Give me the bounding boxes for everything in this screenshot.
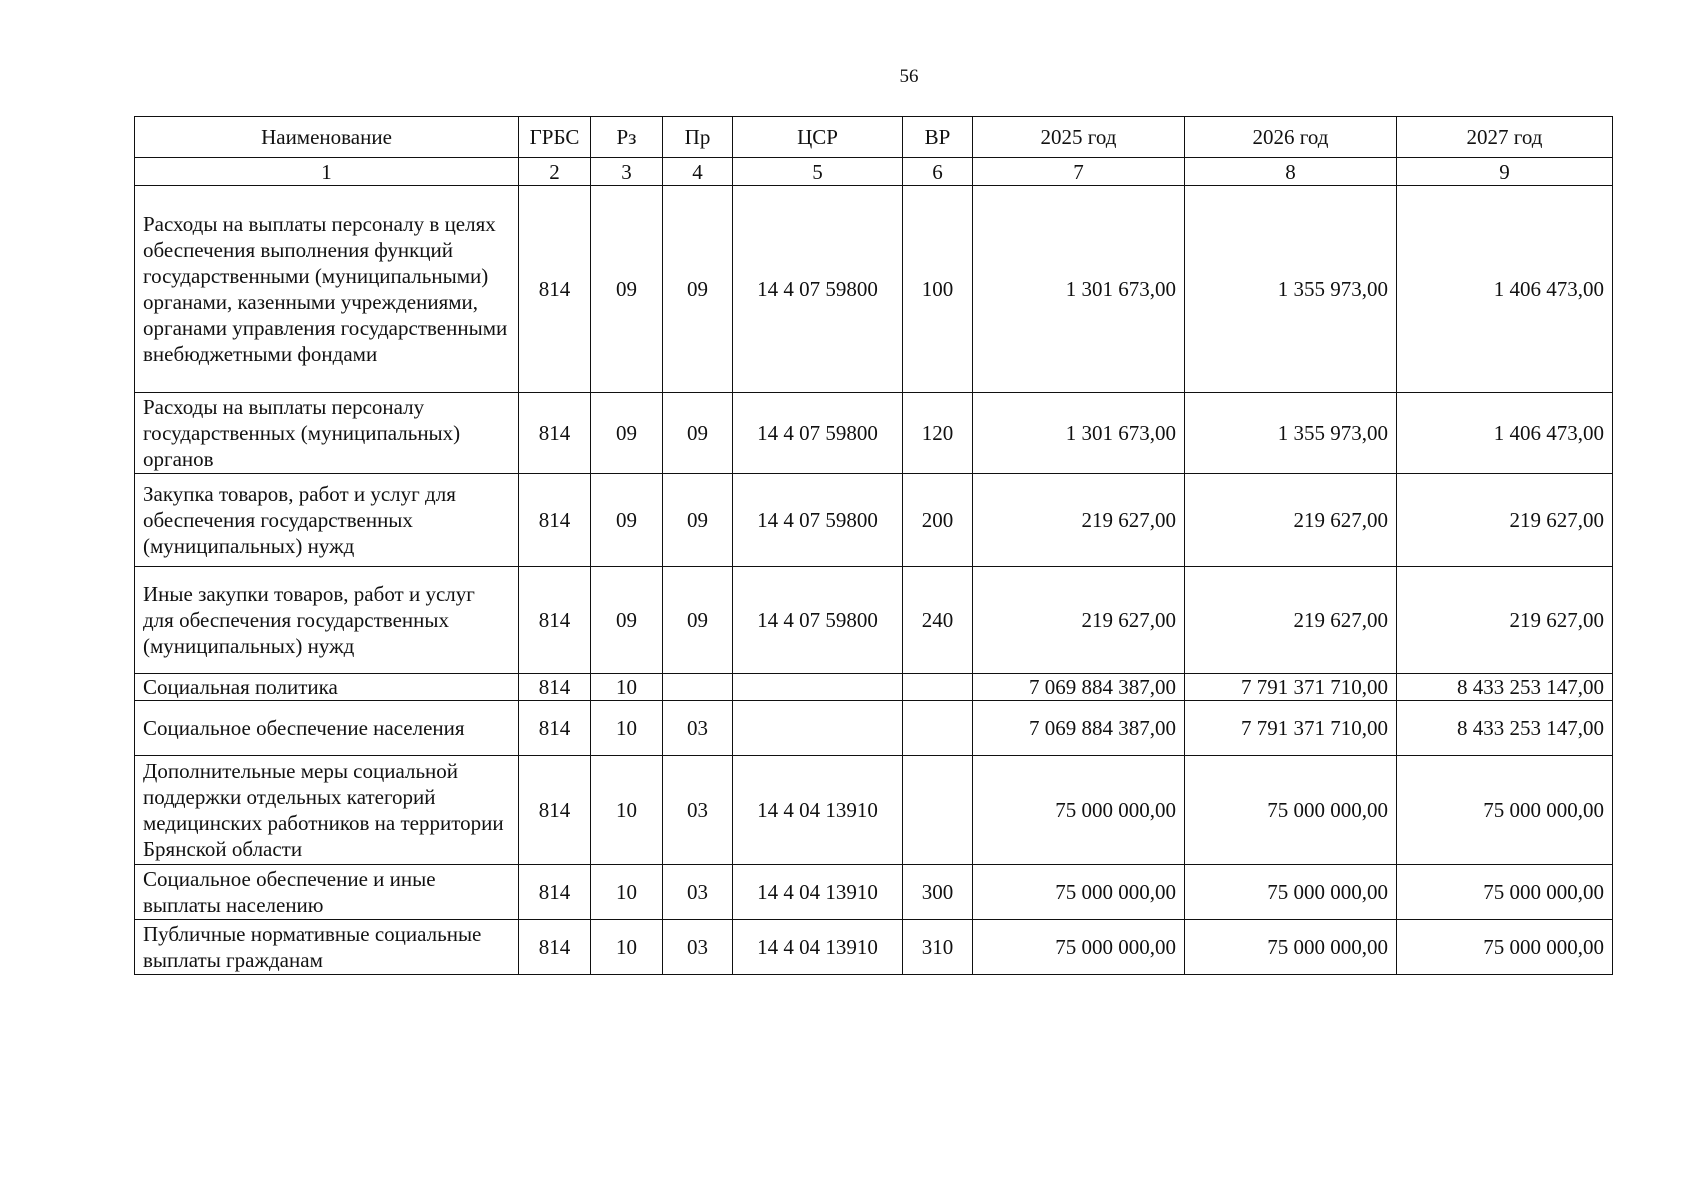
row-rz-cell: 09 (591, 474, 663, 567)
row-grbs-cell: 814 (519, 865, 591, 920)
row-2026-cell: 219 627,00 (1185, 474, 1397, 567)
row-rz-cell: 10 (591, 674, 663, 701)
row-vr-cell: 100 (903, 186, 973, 393)
column-number: 6 (903, 158, 973, 186)
row-vr-cell: 200 (903, 474, 973, 567)
row-pr-cell: 09 (663, 186, 733, 393)
row-2026-cell: 219 627,00 (1185, 567, 1397, 674)
row-csr-cell: 14 4 07 59800 (733, 567, 903, 674)
row-2025-cell: 75 000 000,00 (973, 756, 1185, 865)
header-name: Наименование (135, 117, 519, 158)
column-number: 1 (135, 158, 519, 186)
row-csr-cell (733, 674, 903, 701)
row-csr-cell: 14 4 07 59800 (733, 393, 903, 474)
header-vr: ВР (903, 117, 973, 158)
row-rz-cell: 09 (591, 186, 663, 393)
row-name-cell: Социальное обеспечение населения (135, 701, 519, 756)
table-row (135, 674, 1613, 701)
row-2027-cell: 75 000 000,00 (1397, 920, 1613, 975)
table-row (135, 474, 1613, 567)
row-pr-cell: 03 (663, 701, 733, 756)
row-2026-cell: 1 355 973,00 (1185, 186, 1397, 393)
header-pr: Пр (663, 117, 733, 158)
page-number: 56 (899, 66, 919, 87)
row-2025-cell: 219 627,00 (973, 474, 1185, 567)
table-row (135, 756, 1613, 865)
row-2025-cell: 7 069 884 387,00 (973, 674, 1185, 701)
row-csr-cell: 14 4 04 13910 (733, 756, 903, 865)
row-2025-cell: 219 627,00 (973, 567, 1185, 674)
row-2025-cell: 1 301 673,00 (973, 186, 1185, 393)
row-name-cell: Дополнительные меры социальной поддержки отдельных категорий медицинских работников на территории Брянской области (135, 756, 519, 865)
budget-table (134, 116, 1613, 975)
row-rz-cell: 10 (591, 756, 663, 865)
header-rz: Рз (591, 117, 663, 158)
row-grbs-cell: 814 (519, 674, 591, 701)
row-name-cell: Социальная политика (135, 674, 519, 701)
table-row (135, 567, 1613, 674)
row-vr-cell: 310 (903, 920, 973, 975)
row-2027-cell: 219 627,00 (1397, 474, 1613, 567)
row-rz-cell: 10 (591, 920, 663, 975)
row-grbs-cell: 814 (519, 474, 591, 567)
row-name-cell: Расходы на выплаты персоналу государственных (муниципальных) органов (135, 393, 519, 474)
row-vr-cell: 300 (903, 865, 973, 920)
row-grbs-cell: 814 (519, 756, 591, 865)
row-rz-cell: 10 (591, 865, 663, 920)
row-2026-cell: 75 000 000,00 (1185, 920, 1397, 975)
column-number: 8 (1185, 158, 1397, 186)
row-pr-cell: 03 (663, 920, 733, 975)
row-vr-cell (903, 701, 973, 756)
header-csr: ЦСР (733, 117, 903, 158)
table-row (135, 701, 1613, 756)
row-2026-cell: 75 000 000,00 (1185, 865, 1397, 920)
row-2026-cell: 7 791 371 710,00 (1185, 701, 1397, 756)
row-grbs-cell: 814 (519, 701, 591, 756)
row-name-cell: Публичные нормативные социальные выплаты гражданам (135, 920, 519, 975)
row-2027-cell: 8 433 253 147,00 (1397, 674, 1613, 701)
column-number: 5 (733, 158, 903, 186)
row-name-cell: Расходы на выплаты персоналу в целях обеспечения выполнения функций государственными (муниципальными) органами, казенными учреждениями, органами управления государственными внебюджетными фондами (135, 186, 519, 393)
header-row (135, 117, 1613, 158)
row-pr-cell (663, 674, 733, 701)
row-name-cell: Иные закупки товаров, работ и услуг для обеспечения государственных (муниципальных) нужд (135, 567, 519, 674)
row-csr-cell: 14 4 04 13910 (733, 920, 903, 975)
row-rz-cell: 10 (591, 701, 663, 756)
row-2025-cell: 75 000 000,00 (973, 920, 1185, 975)
row-2027-cell: 75 000 000,00 (1397, 756, 1613, 865)
row-2026-cell: 7 791 371 710,00 (1185, 674, 1397, 701)
row-2026-cell: 75 000 000,00 (1185, 756, 1397, 865)
row-pr-cell: 03 (663, 865, 733, 920)
row-grbs-cell: 814 (519, 186, 591, 393)
row-csr-cell (733, 701, 903, 756)
row-grbs-cell: 814 (519, 567, 591, 674)
row-2025-cell: 1 301 673,00 (973, 393, 1185, 474)
column-number: 4 (663, 158, 733, 186)
row-vr-cell (903, 674, 973, 701)
table-row (135, 393, 1613, 474)
row-vr-cell: 120 (903, 393, 973, 474)
header-grbs: ГРБС (519, 117, 591, 158)
header-2027: 2027 год (1397, 117, 1613, 158)
row-2027-cell: 75 000 000,00 (1397, 865, 1613, 920)
row-pr-cell: 03 (663, 756, 733, 865)
row-csr-cell: 14 4 07 59800 (733, 474, 903, 567)
column-number: 2 (519, 158, 591, 186)
row-grbs-cell: 814 (519, 920, 591, 975)
row-vr-cell: 240 (903, 567, 973, 674)
row-csr-cell: 14 4 07 59800 (733, 186, 903, 393)
header-2026: 2026 год (1185, 117, 1397, 158)
row-2027-cell: 1 406 473,00 (1397, 186, 1613, 393)
table-row (135, 920, 1613, 975)
row-csr-cell: 14 4 04 13910 (733, 865, 903, 920)
row-pr-cell: 09 (663, 474, 733, 567)
table-row (135, 865, 1613, 920)
row-2027-cell: 1 406 473,00 (1397, 393, 1613, 474)
row-rz-cell: 09 (591, 567, 663, 674)
row-name-cell: Социальное обеспечение и иные выплаты населению (135, 865, 519, 920)
header-2025: 2025 год (973, 117, 1185, 158)
row-pr-cell: 09 (663, 393, 733, 474)
row-2027-cell: 8 433 253 147,00 (1397, 701, 1613, 756)
column-numbers-row (135, 158, 1613, 186)
table-row (135, 186, 1613, 393)
row-2027-cell: 219 627,00 (1397, 567, 1613, 674)
row-name-cell: Закупка товаров, работ и услуг для обеспечения государственных (муниципальных) нужд (135, 474, 519, 567)
row-pr-cell: 09 (663, 567, 733, 674)
row-2025-cell: 75 000 000,00 (973, 865, 1185, 920)
row-2025-cell: 7 069 884 387,00 (973, 701, 1185, 756)
row-vr-cell (903, 756, 973, 865)
column-number: 3 (591, 158, 663, 186)
row-2026-cell: 1 355 973,00 (1185, 393, 1397, 474)
column-number: 7 (973, 158, 1185, 186)
row-grbs-cell: 814 (519, 393, 591, 474)
row-rz-cell: 09 (591, 393, 663, 474)
column-number: 9 (1397, 158, 1613, 186)
